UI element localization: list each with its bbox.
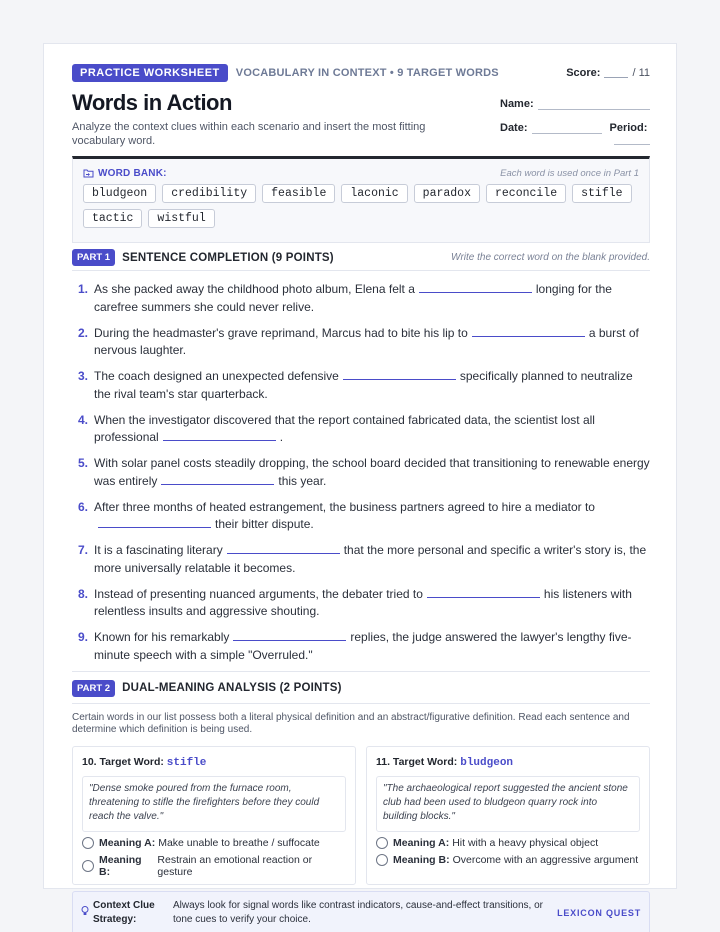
card-title bbox=[376, 756, 640, 769]
question-text-after: that the more personal and specific a writer's story is, the more universally relatable it becomes. bbox=[94, 543, 647, 575]
question-text-after: his listeners with relentless insults and aggressive shouting. bbox=[94, 586, 632, 618]
question-text-after: longing for the carefree summers she could never relive. bbox=[94, 282, 612, 314]
example-sentence: "Dense smoke poured from the furnace room, threatening to stifle the firefighters before they could reach the valve." bbox=[82, 776, 346, 832]
score-label: Score: bbox=[566, 67, 601, 79]
question-text-before: After three months of heated estrangement, the business partners agreed to hire a mediator to bbox=[94, 499, 595, 514]
meaning-radio[interactable] bbox=[376, 837, 388, 849]
part1-badge: PART 1 bbox=[72, 249, 115, 266]
word-chip: tactic bbox=[83, 209, 142, 228]
meaning-radio[interactable] bbox=[376, 854, 388, 866]
answer-blank[interactable] bbox=[161, 473, 274, 485]
answer-blank[interactable] bbox=[472, 325, 585, 337]
question-number: 6. bbox=[77, 499, 88, 514]
word-bank-note: Each word is used once in Part 1 bbox=[500, 167, 639, 179]
meaning-option[interactable] bbox=[376, 837, 640, 849]
part2-header bbox=[72, 671, 650, 704]
word-chip: feasible bbox=[262, 184, 335, 203]
word-bank-label: WORD BANK: bbox=[98, 167, 167, 179]
part2-badge: PART 2 bbox=[72, 680, 115, 697]
question-text bbox=[94, 281, 650, 316]
lightbulb-icon bbox=[81, 906, 93, 919]
question-text-after: this year. bbox=[278, 473, 327, 488]
question-text-before: Known for his remarkably bbox=[94, 630, 230, 644]
word-chips bbox=[83, 184, 639, 234]
instructions: Analyze the context clues within each scenario and insert the most fitting vocabulary word. bbox=[72, 121, 426, 147]
period-label: Period: bbox=[609, 122, 648, 134]
folder-icon bbox=[83, 168, 94, 178]
answer-blank[interactable] bbox=[227, 542, 340, 554]
dual-meaning-cards bbox=[72, 746, 650, 885]
question-text bbox=[94, 412, 650, 447]
word-chip: paradox bbox=[414, 184, 480, 203]
meaning-text: Hit with a heavy physical object bbox=[452, 836, 599, 849]
name-label: Name: bbox=[500, 98, 534, 110]
part1-note: Write the correct word on the blank provided. bbox=[451, 252, 650, 263]
question-text bbox=[94, 629, 650, 664]
question-text-before: Instead of presenting nuanced arguments, the debater tried to bbox=[94, 586, 423, 601]
word-chip: laconic bbox=[341, 184, 407, 203]
question-text-after: specifically planned to neutralize the rival team's star quarterback. bbox=[94, 369, 633, 401]
question-number: 7. bbox=[77, 543, 88, 557]
meaning-radio[interactable] bbox=[82, 837, 94, 849]
answer-blank[interactable] bbox=[419, 281, 532, 293]
word-chip: stifle bbox=[572, 184, 631, 203]
question-item bbox=[72, 368, 650, 403]
question-text bbox=[94, 586, 650, 621]
question-number: 3. bbox=[77, 369, 88, 383]
meaning-option[interactable] bbox=[82, 837, 346, 849]
question-item bbox=[72, 412, 650, 447]
question-text-before: During the headmaster's grave reprimand, Marcus had to bite his lip to bbox=[94, 325, 468, 340]
period-field[interactable] bbox=[614, 144, 650, 145]
question-text bbox=[94, 499, 650, 534]
meaning-text: Restrain an emotional reaction or gesture bbox=[157, 853, 313, 878]
question-text-before: With solar panel costs steadily dropping, the school board decided that transitioning to renewable energy was entirely bbox=[94, 456, 650, 488]
part1-title: SENTENCE COMPLETION (9 POINTS) bbox=[122, 251, 334, 264]
answer-blank[interactable] bbox=[163, 429, 276, 441]
dual-meaning-card bbox=[366, 746, 650, 885]
brand-logo: LEXICON QUEST bbox=[557, 907, 641, 918]
part1-header bbox=[72, 249, 650, 271]
meaning-text: Make unable to breathe / suffocate bbox=[158, 836, 320, 849]
meaning-label: Meaning B: bbox=[393, 853, 450, 866]
tip-text: Always look for signal words like contrast indicators, cause-and-effect transitions, or tone cues to verify your choice. bbox=[173, 899, 543, 925]
question-text-after: a burst of nervous laughter. bbox=[94, 325, 639, 357]
question-item bbox=[72, 281, 650, 316]
question-text bbox=[94, 368, 650, 403]
card-title bbox=[82, 756, 346, 769]
worksheet-page bbox=[43, 43, 677, 925]
question-number: 5. bbox=[77, 456, 88, 470]
date-field[interactable] bbox=[532, 122, 602, 134]
question-text-after: their bitter dispute. bbox=[215, 517, 314, 531]
strategy-tip bbox=[72, 891, 650, 932]
question-text-after: replies, the judge answered the lawyer's lengthy five-minute speech with a simple "Overruled." bbox=[94, 630, 632, 662]
student-info bbox=[500, 90, 650, 148]
question-item bbox=[72, 499, 650, 534]
worksheet-badge: PRACTICE WORKSHEET bbox=[72, 64, 228, 82]
dual-meaning-card bbox=[72, 746, 356, 885]
question-item bbox=[72, 586, 650, 621]
answer-blank[interactable] bbox=[233, 629, 346, 641]
card-title-label: 10. Target Word: bbox=[82, 755, 164, 768]
meaning-label: Meaning A: bbox=[99, 836, 156, 849]
question-text-before: The coach designed an unexpected defensive bbox=[94, 369, 339, 383]
question-text-before: When the investigator discovered that the report contained fabricated data, the scientist lost all professional bbox=[94, 412, 595, 444]
score-total: / 11 bbox=[632, 67, 650, 79]
question-item bbox=[72, 455, 650, 490]
word-chip: wistful bbox=[148, 209, 214, 228]
date-label: Date: bbox=[500, 122, 528, 134]
score-blank[interactable] bbox=[604, 68, 628, 78]
question-item bbox=[72, 542, 650, 577]
question-text-after: . bbox=[279, 430, 284, 444]
part2-title: DUAL-MEANING ANALYSIS (2 POINTS) bbox=[122, 682, 342, 694]
meaning-text: Overcome with an aggressive argument bbox=[452, 853, 639, 866]
question-number: 1. bbox=[77, 282, 88, 296]
word-bank bbox=[72, 156, 650, 243]
question-item bbox=[72, 629, 650, 664]
question-list bbox=[72, 281, 650, 664]
question-text bbox=[94, 455, 650, 490]
question-number: 2. bbox=[77, 325, 88, 340]
page-title: Words in Action bbox=[72, 90, 232, 115]
answer-blank[interactable] bbox=[98, 516, 211, 528]
question-number: 4. bbox=[77, 412, 88, 427]
question-number: 8. bbox=[77, 586, 88, 601]
example-sentence: "The archaeological report suggested the ancient stone club had been used to bludgeon quarry rock into building blocks." bbox=[376, 776, 640, 832]
meaning-radio[interactable] bbox=[82, 860, 94, 872]
score-field bbox=[566, 67, 650, 79]
tip-label: Context Clue Strategy: bbox=[93, 899, 155, 925]
target-word: stifle bbox=[166, 756, 207, 769]
question-text-before: It is a fascinating literary bbox=[94, 543, 223, 557]
meaning-label: Meaning B: bbox=[99, 853, 142, 878]
question-text-before: As she packed away the childhood photo album, Elena felt a bbox=[94, 282, 415, 296]
part2-intro: Certain words in our list possess both a literal physical definition and an abstract/figurative definition. Read each sentence and determine which definition is being used. bbox=[72, 711, 630, 735]
question-text bbox=[94, 325, 650, 360]
question-text bbox=[94, 542, 650, 577]
meaning-option[interactable] bbox=[376, 854, 640, 866]
question-number: 9. bbox=[77, 630, 88, 644]
word-chip: bludgeon bbox=[83, 184, 156, 203]
answer-blank[interactable] bbox=[427, 586, 540, 598]
answer-blank[interactable] bbox=[343, 368, 456, 380]
word-chip: credibility bbox=[162, 184, 256, 203]
question-item bbox=[72, 325, 650, 360]
target-word: bludgeon bbox=[460, 756, 514, 769]
name-field[interactable] bbox=[538, 98, 650, 110]
worksheet-subtitle: VOCABULARY IN CONTEXT • 9 TARGET WORDS bbox=[235, 67, 499, 79]
header-top-row bbox=[72, 64, 650, 82]
word-chip: reconcile bbox=[486, 184, 566, 203]
meaning-label: Meaning A: bbox=[393, 836, 450, 849]
card-title-label: 11. Target Word: bbox=[376, 755, 458, 768]
meaning-option[interactable] bbox=[82, 854, 346, 878]
